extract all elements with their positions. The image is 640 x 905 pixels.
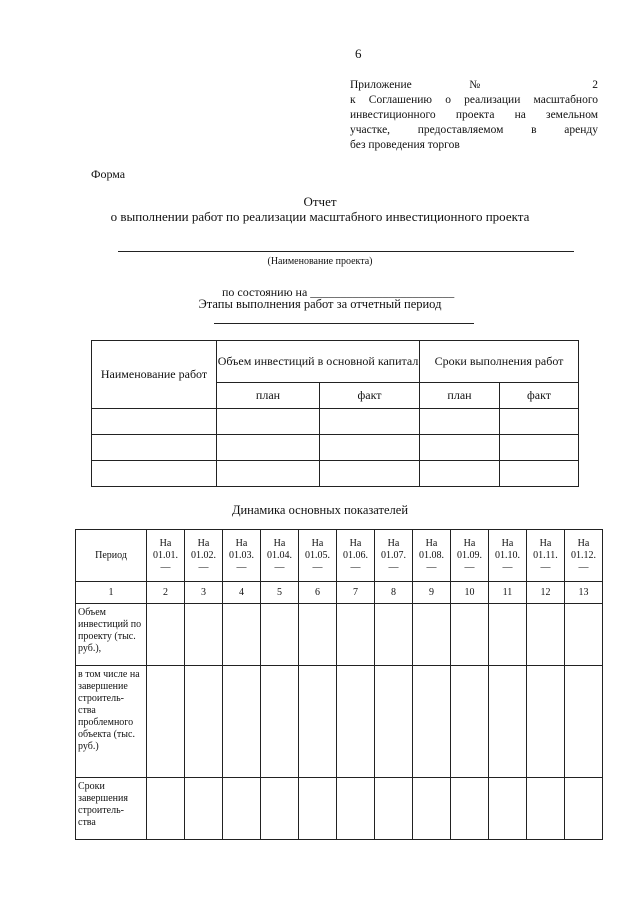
- stages-underline: [214, 323, 474, 324]
- table-cell: [375, 666, 413, 778]
- table-cell: [420, 461, 500, 487]
- table-cell: [299, 604, 337, 666]
- date-dash: —: [578, 561, 589, 573]
- project-name-caption: (Наименование проекта): [267, 256, 373, 267]
- date-prefix: На: [425, 537, 438, 549]
- table-cell: [413, 778, 451, 840]
- table-row: [76, 778, 603, 840]
- table-cell: [217, 461, 320, 487]
- table-cell: [261, 778, 299, 840]
- date-header: [375, 530, 413, 582]
- table-cell: [92, 461, 217, 487]
- date-header: [489, 530, 527, 582]
- project-name-line: [118, 251, 574, 252]
- stages-title: Этапы выполнения работ за отчетный период: [198, 297, 442, 311]
- table-cell: [261, 604, 299, 666]
- table-cell: [320, 435, 420, 461]
- table-cell: [489, 666, 527, 778]
- date-dash: —: [312, 561, 323, 573]
- dynamics-table: [75, 529, 603, 840]
- column-number: 7: [337, 582, 375, 604]
- table-cell: [527, 604, 565, 666]
- column-number: 2: [147, 582, 185, 604]
- table-row: [76, 666, 603, 778]
- table-cell: [147, 604, 185, 666]
- date-prefix: На: [501, 537, 514, 549]
- date-dash: —: [350, 561, 361, 573]
- date-dash: —: [502, 561, 513, 573]
- table-cell: [500, 409, 579, 435]
- date-value: 01.02.: [191, 549, 216, 561]
- page-number: 6: [355, 46, 362, 61]
- column-number: 3: [185, 582, 223, 604]
- column-number: 6: [299, 582, 337, 604]
- appendix-line: к Соглашению о реализации масштабного: [350, 94, 598, 106]
- date-value: 01.12.: [571, 549, 596, 561]
- column-number: 8: [375, 582, 413, 604]
- status-date-line: по состоянию на ________________________: [222, 285, 455, 299]
- table-cell: [299, 666, 337, 778]
- table-cell: [217, 409, 320, 435]
- date-header: [261, 530, 299, 582]
- table-row: [92, 461, 579, 487]
- date-value: 01.03.: [229, 549, 254, 561]
- table-cell: [489, 778, 527, 840]
- date-value: 01.01.: [153, 549, 178, 561]
- date-value: 01.08.: [419, 549, 444, 561]
- date-header: [413, 530, 451, 582]
- column-number: 13: [565, 582, 603, 604]
- report-title: Отчет: [303, 194, 337, 209]
- table-cell: [375, 778, 413, 840]
- table-cell: [451, 778, 489, 840]
- table-cell: [420, 409, 500, 435]
- date-dash: —: [388, 561, 399, 573]
- date-value: 01.11.: [533, 549, 558, 561]
- table-cell: [92, 435, 217, 461]
- table-cell: [527, 778, 565, 840]
- col-deadlines-header: Сроки выполнения работ: [420, 341, 579, 383]
- date-header: [337, 530, 375, 582]
- column-number: 11: [489, 582, 527, 604]
- column-number: 5: [261, 582, 299, 604]
- date-header: [223, 530, 261, 582]
- appendix-line: инвестиционного проекта на земельном: [350, 109, 598, 121]
- table-cell: [451, 604, 489, 666]
- date-value: 01.09.: [457, 549, 482, 561]
- column-number: 9: [413, 582, 451, 604]
- date-dash: —: [198, 561, 209, 573]
- date-dash: —: [236, 561, 247, 573]
- sub-fact-header: факт: [320, 383, 420, 409]
- appendix-line: Приложение № 2: [350, 79, 598, 91]
- table-cell: [92, 409, 217, 435]
- table-cell: [500, 461, 579, 487]
- appendix-line: без проведения торгов: [350, 139, 460, 151]
- table-cell: [500, 435, 579, 461]
- report-subtitle: о выполнении работ по реализации масштабного инвестиционного проекта: [110, 209, 530, 224]
- date-value: 01.04.: [267, 549, 292, 561]
- date-value: 01.06.: [343, 549, 368, 561]
- stages-table: [91, 340, 579, 487]
- date-header: [451, 530, 489, 582]
- appendix-line: участке, предоставляемом в аренду: [350, 124, 598, 136]
- column-numbers-row: [76, 582, 603, 604]
- table-cell: [413, 666, 451, 778]
- date-prefix: На: [159, 537, 172, 549]
- table-cell: [420, 435, 500, 461]
- date-header: [185, 530, 223, 582]
- table-cell: [147, 666, 185, 778]
- row-label: в том числе на завершение строитель- ства проблемного объекта (тыс. руб.): [76, 666, 147, 778]
- date-value: 01.07.: [381, 549, 406, 561]
- table-cell: [489, 604, 527, 666]
- dynamics-title: Динамика основных показателей: [231, 503, 409, 517]
- col-investment-header: Объем инвестиций в основной капитал: [217, 341, 420, 383]
- sub-plan-header: план: [420, 383, 500, 409]
- table-cell: [299, 778, 337, 840]
- date-prefix: На: [577, 537, 590, 549]
- table-row: [76, 604, 603, 666]
- sub-fact-header: факт: [500, 383, 579, 409]
- date-header: [527, 530, 565, 582]
- col-works-header: Наименование работ: [92, 341, 217, 409]
- date-dash: —: [540, 561, 551, 573]
- table-cell: [261, 666, 299, 778]
- date-prefix: На: [235, 537, 248, 549]
- date-dash: —: [426, 561, 437, 573]
- row-label: Объем инвестиций по проекту (тыс. руб.),: [76, 604, 147, 666]
- table-cell: [337, 666, 375, 778]
- dynamics-header-row: [76, 530, 603, 582]
- table-cell: [320, 461, 420, 487]
- column-number: 12: [527, 582, 565, 604]
- column-number: 4: [223, 582, 261, 604]
- table-cell: [565, 778, 603, 840]
- table-cell: [451, 666, 489, 778]
- row-label: Сроки завершения строитель- ства: [76, 778, 147, 840]
- table-row: [92, 435, 579, 461]
- date-dash: —: [160, 561, 171, 573]
- table-cell: [147, 778, 185, 840]
- table-cell: [185, 778, 223, 840]
- date-value: 01.10.: [495, 549, 520, 561]
- column-number: 1: [76, 582, 147, 604]
- form-label: Форма: [91, 167, 126, 181]
- table-cell: [223, 666, 261, 778]
- table-cell: [320, 409, 420, 435]
- date-value: 01.05.: [305, 549, 330, 561]
- appendix-block: [350, 78, 598, 153]
- date-prefix: На: [387, 537, 400, 549]
- table-cell: [565, 604, 603, 666]
- date-prefix: На: [273, 537, 286, 549]
- date-prefix: На: [539, 537, 552, 549]
- table-cell: [337, 778, 375, 840]
- table-cell: [337, 604, 375, 666]
- date-prefix: На: [349, 537, 362, 549]
- table-row: [92, 409, 579, 435]
- date-prefix: На: [463, 537, 476, 549]
- date-header: [565, 530, 603, 582]
- date-prefix: На: [311, 537, 324, 549]
- sub-plan-header: план: [217, 383, 320, 409]
- date-dash: —: [464, 561, 475, 573]
- table-cell: [565, 666, 603, 778]
- date-prefix: На: [197, 537, 210, 549]
- table-cell: [413, 604, 451, 666]
- column-number: 10: [451, 582, 489, 604]
- table-cell: [185, 604, 223, 666]
- table-cell: [223, 604, 261, 666]
- date-header: [299, 530, 337, 582]
- date-dash: —: [274, 561, 285, 573]
- date-header: [147, 530, 185, 582]
- table-cell: [223, 778, 261, 840]
- table-cell: [217, 435, 320, 461]
- table-cell: [527, 666, 565, 778]
- period-header: Период: [76, 530, 147, 582]
- table-cell: [185, 666, 223, 778]
- table-cell: [375, 604, 413, 666]
